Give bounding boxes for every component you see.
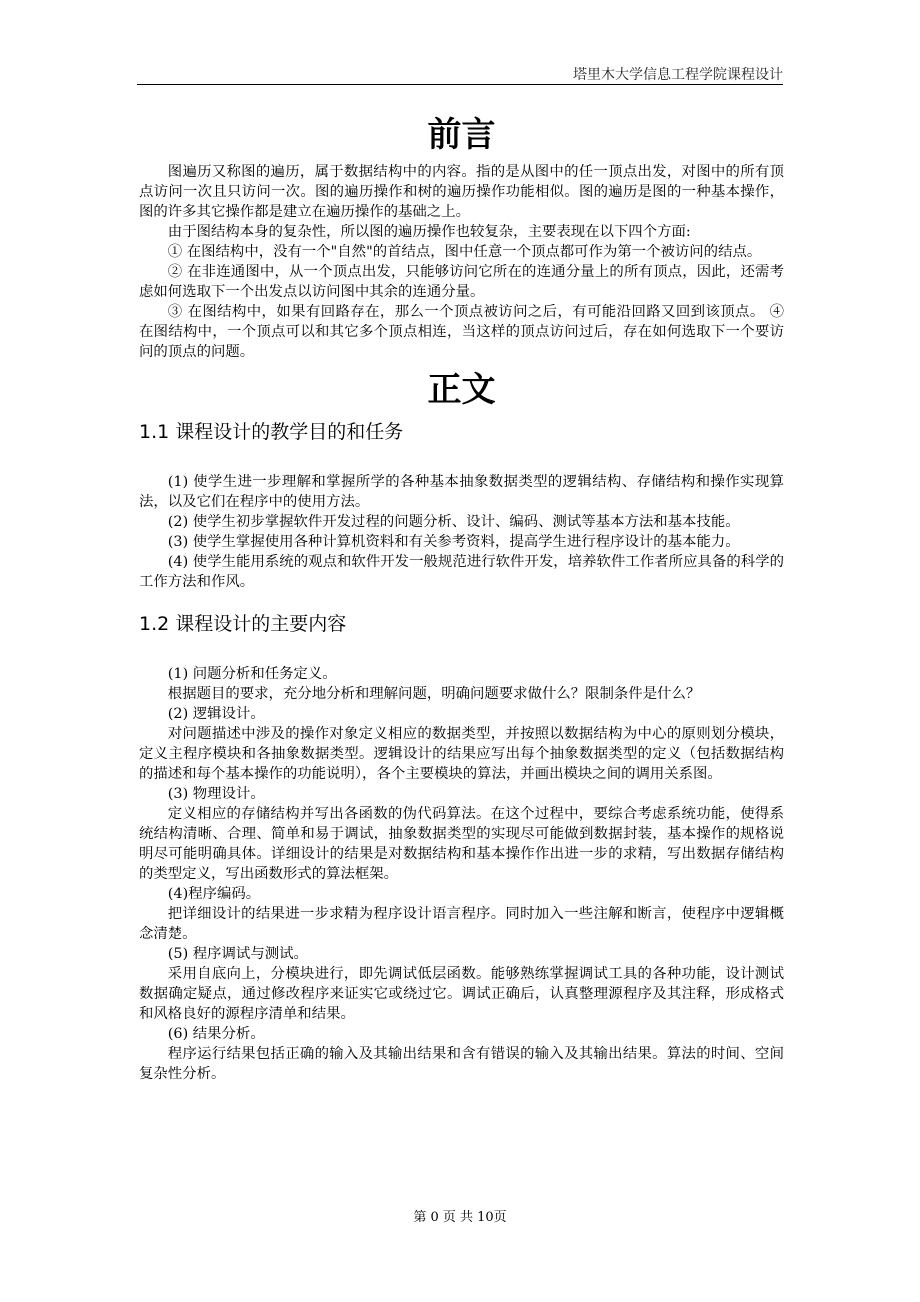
preface-heading: 前言 [427, 115, 496, 155]
section-item: (1) 使学生进一步理解和掌握所学的各种基本抽象数据类型的逻辑结构、存储结构和操作实现算法，以及它们在程序中的使用方法。 [139, 474, 784, 510]
section-paragraph: (1) 问题分析和任务定义。 [167, 666, 337, 682]
section-paragraph: (6) 结果分析。 [167, 1026, 265, 1042]
preface-paragraph: ③ 在图结构中，如果有回路存在，那么一个顶点被访问之后，有可能沿回路又回到该顶点。 ④ 在图结构中，一个顶点可以和其它多个顶点相连，当这样的顶点访问过后，存在如何选取下一个要访问的顶点的问题。 [139, 304, 784, 360]
preface-paragraph: ① 在图结构中，没有一个"自然"的首结点，图中任意一个顶点都可作为第一个被访问的结点。 [167, 244, 762, 260]
section-item: (3) 使学生掌握使用各种计算机资料和有关参考资料，提高学生进行程序设计的基本能力。 [167, 534, 740, 550]
preface-paragraph: ② 在非连通图中，从一个顶点出发，只能够访问它所在的连通分量上的所有顶点，因此，还需考虑如何选取下一个出发点以访问图中其余的连通分量。 [139, 264, 784, 300]
running-header: 塔里木大学信息工程学院课程设计 [573, 67, 783, 83]
section-paragraph: (3) 物理设计。 [167, 786, 265, 802]
page-footer: 第 0 页 共 10页 [413, 1210, 507, 1225]
body-heading: 正文 [427, 370, 496, 410]
preface-paragraph: 由于图结构本身的复杂性，所以图的遍历操作也较复杂，主要表现在以下四个方面: [167, 224, 691, 240]
section-heading-1-1: 1.1 课程设计的教学目的和任务 [139, 421, 404, 443]
section-paragraph: (5) 程序调试与测试。 [167, 946, 308, 962]
section-paragraph: 采用自底向上，分模块进行，即先调试低层函数。能够熟练掌握调试工具的各种功能，设计测试数据确定疑点，通过修改程序来证实它或绕过它。调试正确后，认真整理源程序及其注释，形成格式和风格良好的源程序清单和结果。 [139, 966, 784, 1022]
section-item: (4) 使学生能用系统的观点和软件开发一般规范进行软件开发，培养软件工作者所应具备的科学的工作方法和作风。 [139, 554, 784, 590]
section-paragraph: (2) 逻辑设计。 [167, 706, 265, 722]
section-item: (2) 使学生初步掌握软件开发过程的问题分析、设计、编码、测试等基本方法和基本技能。 [167, 514, 740, 530]
header-divider [137, 84, 783, 85]
section-paragraph: (4)程序编码。 [167, 886, 261, 902]
section-heading-1-2: 1.2 课程设计的主要内容 [139, 613, 347, 635]
preface-paragraph: 图遍历又称图的遍历，属于数据结构中的内容。指的是从图中的任一顶点出发，对图中的所有顶点访问一次且只访问一次。图的遍历操作和树的遍历操作功能相似。图的遍历是图的一种基本操作，图的许多其它操作都是建立在遍历操作的基础之上。 [139, 164, 784, 220]
section-paragraph: 把详细设计的结果进一步求精为程序设计语言程序。同时加入一些注解和断言，使程序中逻辑概念清楚。 [139, 906, 784, 942]
section-paragraph: 对问题描述中涉及的操作对象定义相应的数据类型，并按照以数据结构为中心的原则划分模块，定义主程序模块和各抽象数据类型。逻辑设计的结果应写出每个抽象数据类型的定义（包括数据结构的描述和每个基本操作的功能说明），各个主要模块的算法，并画出模块之间的调用关系图。 [139, 726, 784, 782]
page-content [139, 110, 784, 1084]
section-paragraph: 程序运行结果包括正确的输入及其输出结果和含有错误的输入及其输出结果。算法的时间、空间复杂性分析。 [139, 1046, 784, 1082]
section-paragraph: 定义相应的存储结构并写出各函数的伪代码算法。在这个过程中，要综合考虑系统功能，使得系统结构清晰、合理、简单和易于调试，抽象数据类型的实现尽可能做到数据封装，基本操作的规格说明尽可能明确具体。详细设计的结果是对数据结构和基本操作作出进一步的求精，写出数据存储结构的类型定义，写出函数形式的算法框架。 [139, 806, 784, 882]
section-paragraph: 根据题目的要求，充分地分析和理解问题，明确问题要求做什么？限制条件是什么？ [167, 686, 701, 702]
